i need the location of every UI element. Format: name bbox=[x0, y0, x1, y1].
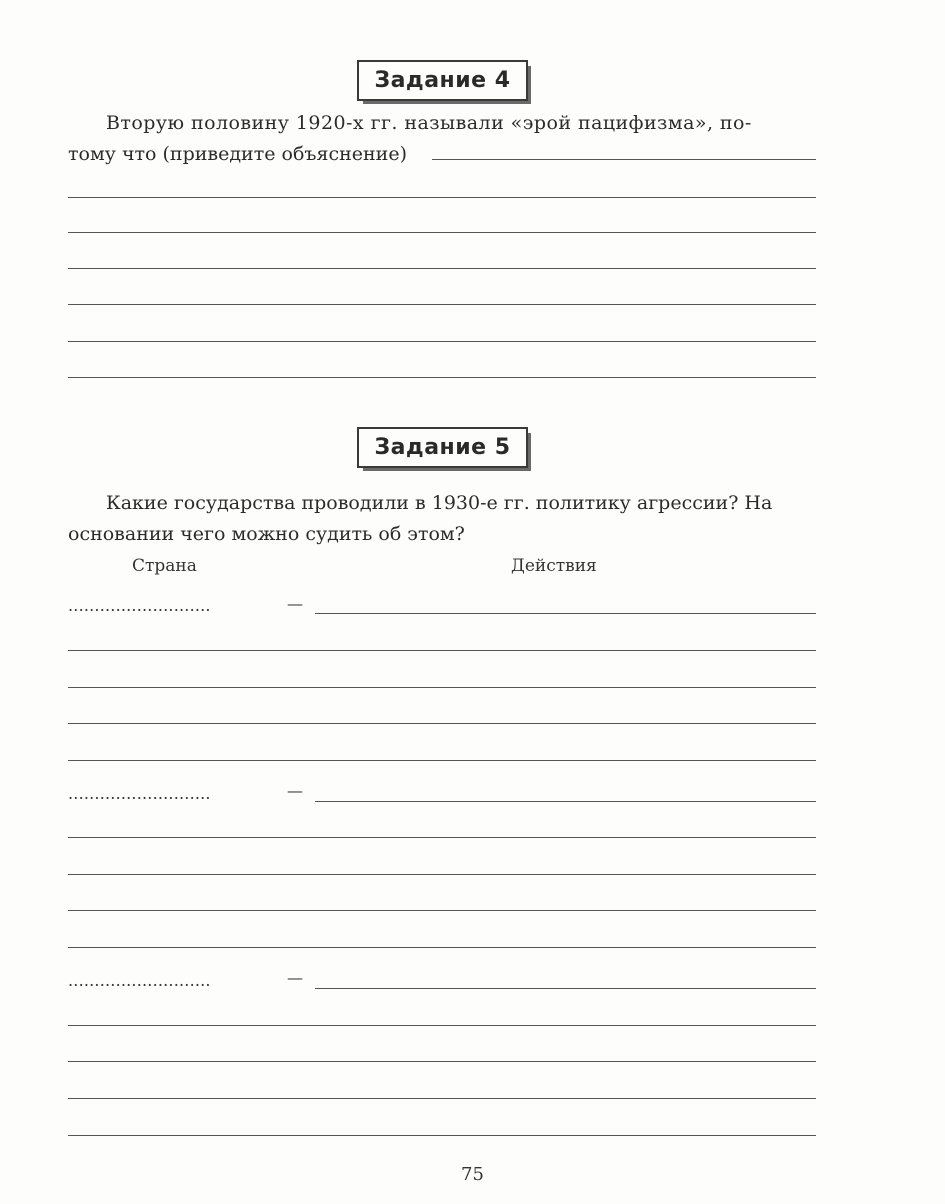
actions-answer-line[interactable] bbox=[68, 1098, 816, 1099]
country-field[interactable]: ........................... bbox=[68, 784, 211, 803]
task-4-prompt-line-2: тому что (приведите объяснение) bbox=[68, 143, 407, 165]
task-4-answer-line[interactable] bbox=[68, 268, 816, 269]
actions-answer-line[interactable] bbox=[68, 1135, 816, 1136]
actions-answer-line[interactable] bbox=[315, 613, 816, 614]
task-4-answer-line[interactable] bbox=[68, 197, 816, 198]
actions-answer-line[interactable] bbox=[68, 874, 816, 875]
task-4-answer-line-inline[interactable] bbox=[432, 159, 816, 160]
task-5-heading-text: Задание 5 bbox=[374, 435, 511, 460]
actions-answer-line[interactable] bbox=[68, 837, 816, 838]
task-4-prompt-line-1: Вторую половину 1920-х гг. называли «эрой пацифизма», по- bbox=[106, 112, 752, 134]
actions-answer-line[interactable] bbox=[68, 723, 816, 724]
task-5-heading bbox=[357, 427, 528, 468]
actions-answer-line[interactable] bbox=[315, 801, 816, 802]
task-4-answer-line[interactable] bbox=[68, 304, 816, 305]
dash-separator: — bbox=[287, 781, 303, 800]
task-4-answer-line[interactable] bbox=[68, 377, 816, 378]
actions-answer-line[interactable] bbox=[68, 947, 816, 948]
task-4-answer-line[interactable] bbox=[68, 232, 816, 233]
task-5-prompt-line-1: Какие государства проводили в 1930-е гг. политику агрессии? На bbox=[106, 492, 773, 514]
actions-answer-line[interactable] bbox=[68, 910, 816, 911]
actions-answer-line[interactable] bbox=[68, 687, 816, 688]
dash-separator: — bbox=[287, 968, 303, 987]
actions-answer-line[interactable] bbox=[68, 1025, 816, 1026]
task-5-prompt bbox=[68, 488, 820, 550]
column-label-country: Страна bbox=[132, 556, 197, 576]
actions-answer-line[interactable] bbox=[315, 988, 816, 989]
actions-answer-line[interactable] bbox=[68, 650, 816, 651]
task-5-prompt-line-2: основании чего можно судить об этом? bbox=[68, 523, 465, 545]
country-field[interactable]: ........................... bbox=[68, 971, 211, 990]
page-number: 75 bbox=[461, 1164, 484, 1185]
task-4-heading-text: Задание 4 bbox=[374, 68, 511, 93]
country-field[interactable]: ........................... bbox=[68, 596, 211, 615]
task-4-answer-line[interactable] bbox=[68, 341, 816, 342]
task-4-prompt bbox=[68, 108, 820, 170]
actions-answer-line[interactable] bbox=[68, 1061, 816, 1062]
actions-answer-line[interactable] bbox=[68, 760, 816, 761]
column-label-actions: Действия bbox=[511, 556, 597, 576]
dash-separator: — bbox=[287, 594, 303, 613]
task-4-heading bbox=[357, 60, 528, 101]
